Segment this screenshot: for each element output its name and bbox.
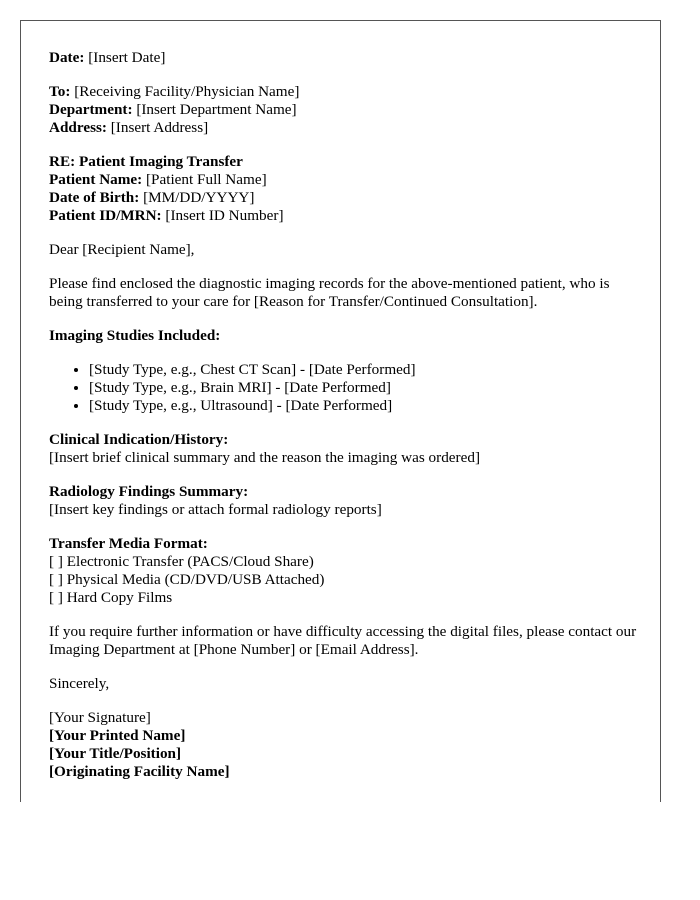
printed-name: [Your Printed Name]	[49, 727, 186, 744]
date-value: [Insert Date]	[88, 49, 166, 66]
dob-label: Date of Birth:	[49, 189, 140, 206]
letter-page	[20, 20, 661, 802]
media-option-electronic: [ ] Electronic Transfer (PACS/Cloud Share)	[49, 553, 314, 570]
department-label: Department:	[49, 101, 133, 118]
address-value: [Insert Address]	[110, 119, 209, 136]
to-label: To:	[49, 83, 71, 100]
media-heading-line	[49, 535, 639, 553]
media-heading: Transfer Media Format:	[49, 535, 208, 552]
department-line	[49, 101, 639, 119]
dob-value: [MM/DD/YYYY]	[143, 189, 255, 206]
findings-text: [Insert key findings or attach formal radiology reports]	[49, 501, 382, 518]
patient-name-value: [Patient Full Name]	[146, 171, 267, 188]
findings-block	[49, 483, 639, 519]
patient-id-line	[49, 207, 639, 225]
clinical-heading: Clinical Indication/History:	[49, 431, 229, 448]
patient-id-label: Patient ID/MRN:	[49, 207, 162, 224]
dob-line	[49, 189, 639, 207]
recipient-block	[49, 83, 639, 137]
clinical-text: [Insert brief clinical summary and the reason the imaging was ordered]	[49, 449, 480, 466]
media-option-physical: [ ] Physical Media (CD/DVD/USB Attached)	[49, 571, 325, 588]
facility-name: [Originating Facility Name]	[49, 763, 230, 780]
list-item: • [Study Type, e.g., Brain MRI] - [Date Performed]	[89, 379, 639, 397]
patient-name-label: Patient Name:	[49, 171, 143, 188]
re-block	[49, 153, 639, 225]
clinical-heading-line	[49, 431, 639, 449]
address-line	[49, 119, 639, 137]
signature-block	[49, 709, 639, 781]
list-item: • [Study Type, e.g., Chest CT Scan] - [Date Performed]	[89, 361, 639, 379]
imaging-studies-list	[49, 361, 639, 415]
imaging-heading-block	[49, 327, 639, 345]
address-label: Address:	[49, 119, 107, 136]
patient-name-line	[49, 171, 639, 189]
contact-paragraph: If you require further information or have difficulty accessing the digital files, please contact our Imaging Department at [Phone Number] or [Email Address].	[49, 623, 637, 658]
re-subject-text: RE: Patient Imaging Transfer	[49, 153, 243, 170]
signature-line: [Your Signature]	[49, 709, 151, 726]
letter-body	[49, 49, 639, 797]
patient-id-value: [Insert ID Number]	[165, 207, 284, 224]
to-line	[49, 83, 639, 101]
header-block	[49, 49, 639, 67]
printed-name-line	[49, 727, 639, 745]
imaging-heading: Imaging Studies Included:	[49, 327, 221, 344]
title-line	[49, 745, 639, 763]
facility-line	[49, 763, 639, 781]
date-line	[49, 49, 639, 67]
list-item: • [Study Type, e.g., Ultrasound] - [Date Performed]	[89, 397, 639, 415]
media-block	[49, 535, 639, 607]
findings-heading-line	[49, 483, 639, 501]
media-option-hardcopy: [ ] Hard Copy Films	[49, 589, 173, 606]
closing: Sincerely,	[49, 675, 110, 692]
clinical-block	[49, 431, 639, 467]
title-position: [Your Title/Position]	[49, 745, 182, 762]
date-label: Date:	[49, 49, 85, 66]
findings-heading: Radiology Findings Summary:	[49, 483, 249, 500]
to-value: [Receiving Facility/Physician Name]	[74, 83, 300, 100]
salutation: Dear [Recipient Name],	[49, 241, 195, 258]
intro-paragraph: Please find enclosed the diagnostic imaging records for the above-mentioned patient, who is being transferred to your care for [Reason for Transfer/Continued Consultation].	[49, 275, 610, 310]
re-subject	[49, 153, 639, 171]
department-value: [Insert Department Name]	[136, 101, 297, 118]
